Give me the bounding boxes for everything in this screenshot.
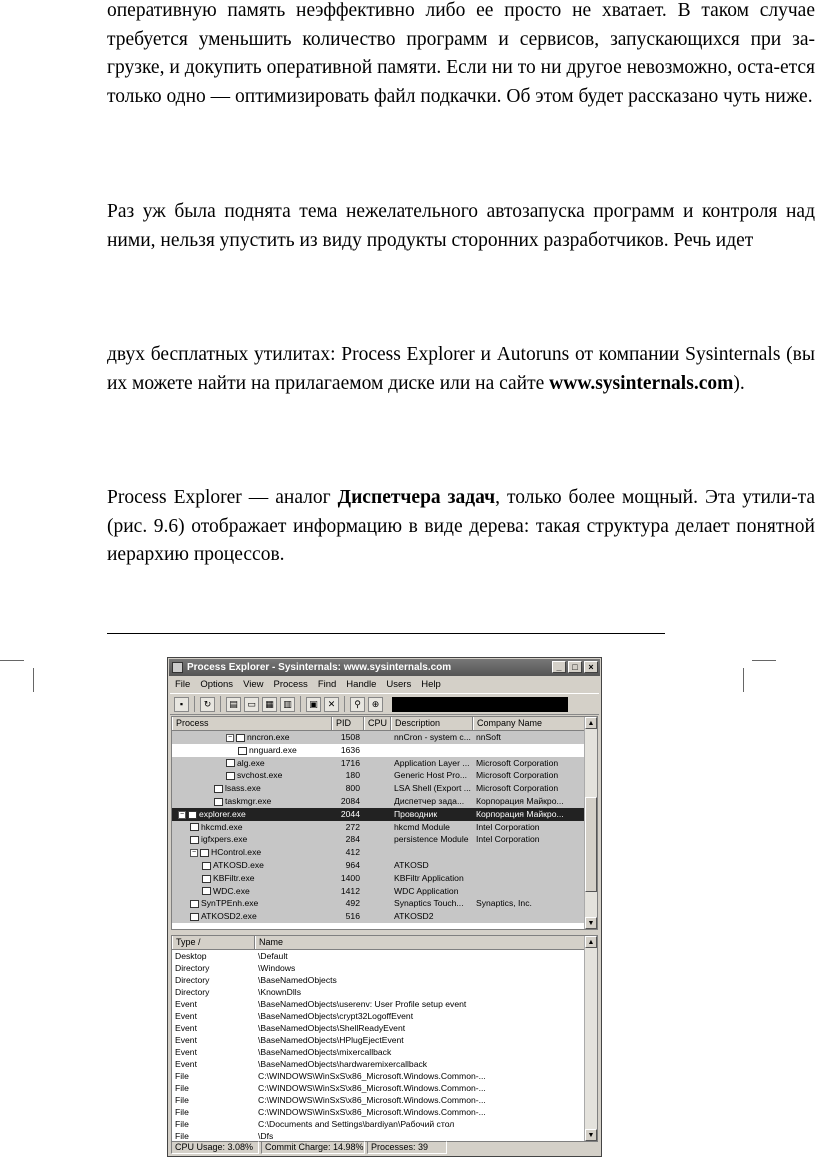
process-icon <box>190 823 199 831</box>
handle-scrollbar[interactable] <box>584 936 597 1141</box>
process-name-cell <box>172 757 332 770</box>
process-name-cell <box>172 833 332 846</box>
process-name-cell <box>172 808 332 821</box>
close-button[interactable]: × <box>584 661 598 673</box>
handle-row[interactable] <box>172 974 597 986</box>
process-icon <box>188 811 197 819</box>
handle-name: \Dfs <box>258 1131 274 1141</box>
handle-type: Desktop <box>175 951 207 961</box>
process-pid: 272 <box>345 821 360 832</box>
paragraph-3 <box>107 341 815 398</box>
column-header-type[interactable]: Type / <box>172 936 255 949</box>
process-icon <box>238 747 247 755</box>
process-description <box>391 744 473 757</box>
kill-process-icon[interactable]: ✕ <box>324 697 339 712</box>
process-pid: 1508 <box>340 732 360 742</box>
handle-type: File <box>175 1083 189 1093</box>
process-row[interactable] <box>172 782 597 795</box>
process-description <box>391 846 473 859</box>
handle-row[interactable] <box>172 1058 597 1070</box>
process-cpu <box>364 910 391 923</box>
process-name: alg.exe <box>237 757 265 768</box>
toolbar-separator <box>194 696 195 712</box>
process-description: KBFiltr Application <box>394 872 464 883</box>
process-name: nnguard.exe <box>249 744 297 755</box>
handle-name: C:\WINDOWS\WinSxS\x86_Microsoft.Windows.Common-... <box>258 1107 486 1117</box>
process-name: hkcmd.exe <box>201 821 243 832</box>
process-company <box>473 859 590 872</box>
status-bar <box>171 1141 598 1154</box>
handle-name: \BaseNamedObjects\hardwaremixercallback <box>258 1059 428 1069</box>
handle-type: File <box>175 1071 189 1081</box>
process-cpu <box>364 859 391 872</box>
paragraph-4 <box>107 484 815 570</box>
process-name-cell <box>172 769 332 782</box>
process-pid: 1716 <box>340 757 360 768</box>
process-icon <box>226 759 235 767</box>
process-description: WDC Application <box>394 885 459 896</box>
column-header-cpu[interactable]: CPU <box>364 717 391 730</box>
process-company: Microsoft Corporation <box>476 770 559 781</box>
menu-handle[interactable]: Handle <box>346 679 377 690</box>
process-cpu <box>364 757 391 770</box>
properties-icon[interactable]: ▣ <box>306 697 321 712</box>
paragraph-4-end: , только более мощный. Эта утили-та (рис. 9.6) отображает информацию в виде дерева: такая структура делает понятной иерархию процессов. <box>107 487 815 565</box>
handle-name: \BaseNamedObjects\crypt32LogoffEvent <box>258 1011 414 1021</box>
process-cpu <box>364 782 391 795</box>
process-name: igfxpers.exe <box>201 834 248 845</box>
scroll-up-arrow[interactable]: ▲ <box>585 717 597 729</box>
menu-process[interactable]: Process <box>273 679 308 690</box>
handle-name: \BaseNamedObjects\userenv: User Profile setup event <box>258 999 467 1009</box>
process-name: WDC.exe <box>213 885 250 896</box>
process-icon <box>190 913 199 921</box>
process-name-cell <box>172 897 332 910</box>
handle-type: Event <box>175 1035 197 1045</box>
handle-row[interactable] <box>172 1082 597 1094</box>
system-info-icon[interactable]: ▤ <box>226 697 241 712</box>
handle-name: \BaseNamedObjects\ShellReadyEvent <box>258 1023 406 1033</box>
process-row[interactable] <box>172 744 597 757</box>
process-company: Microsoft Corporation <box>476 757 559 768</box>
process-explorer-window <box>167 657 602 1157</box>
column-header-company-name[interactable]: Company Name <box>473 717 590 730</box>
paragraph-4-text: Process Explorer — аналог <box>107 487 338 508</box>
process-description: persistence Module <box>394 834 469 845</box>
process-row[interactable] <box>172 846 597 859</box>
process-name: nncron.exe <box>247 732 290 742</box>
column-header-name[interactable]: Name <box>255 936 585 949</box>
process-company: Корпорация Майкро... <box>476 795 564 806</box>
process-name-cell <box>172 872 332 885</box>
process-name: ATKOSD2.exe <box>201 911 257 922</box>
process-row[interactable] <box>172 808 597 821</box>
column-header-process[interactable]: Process <box>172 717 332 730</box>
scroll-down-arrow[interactable]: ▼ <box>585 1129 597 1141</box>
handle-type: Directory <box>175 987 210 997</box>
process-company <box>473 885 590 898</box>
process-pid: 516 <box>345 911 360 922</box>
handle-row[interactable] <box>172 998 597 1010</box>
process-description: Application Layer ... <box>394 757 470 768</box>
menu-options[interactable]: Options <box>200 679 234 690</box>
handle-type: Directory <box>175 975 210 985</box>
handle-type: Directory <box>175 963 210 973</box>
column-header-pid[interactable]: PID <box>332 717 364 730</box>
process-name: lsass.exe <box>225 783 261 794</box>
collapse-tree-icon[interactable]: − <box>179 810 185 818</box>
handle-name: C:\WINDOWS\WinSxS\x86_Microsoft.Windows.Common-... <box>258 1095 486 1105</box>
process-cpu <box>364 833 391 846</box>
process-name: ATKOSD.exe <box>213 859 264 870</box>
menu-bar <box>170 677 599 692</box>
column-header-description[interactable]: Description <box>391 717 473 730</box>
process-cpu <box>364 769 391 782</box>
process-name: taskmgr.exe <box>225 795 272 806</box>
process-cpu <box>364 821 391 834</box>
scroll-down-arrow[interactable]: ▼ <box>585 917 597 929</box>
handle-name: \BaseNamedObjects\mixercallback <box>258 1047 392 1057</box>
process-pid: 1400 <box>340 872 360 883</box>
handle-row[interactable] <box>172 986 597 998</box>
process-name-cell <box>172 885 332 898</box>
process-row[interactable] <box>172 795 597 808</box>
handle-type: File <box>175 1131 189 1141</box>
process-icon <box>214 798 223 806</box>
save-icon[interactable]: ▪ <box>174 697 189 712</box>
handle-type: Event <box>175 1059 197 1069</box>
handle-name: \KnownDlls <box>258 987 301 997</box>
handle-name: \BaseNamedObjects\HPlugEjectEvent <box>258 1035 404 1045</box>
handle-row[interactable] <box>172 1070 597 1082</box>
process-cpu <box>364 795 391 808</box>
process-cpu <box>364 808 391 821</box>
process-icon <box>190 836 199 844</box>
process-cpu <box>364 846 391 859</box>
process-icon <box>202 887 211 895</box>
handle-name: \Windows <box>258 963 296 973</box>
process-description: ATKOSD <box>394 859 429 870</box>
handle-name: \Default <box>258 951 288 961</box>
process-pid: 2044 <box>340 808 360 819</box>
handle-type: Event <box>175 1023 197 1033</box>
handle-list-header <box>172 936 597 950</box>
process-description: Generic Host Pro... <box>394 770 468 781</box>
process-icon <box>202 862 211 870</box>
process-company <box>473 846 590 859</box>
process-pid: 284 <box>345 834 360 845</box>
handle-type: File <box>175 1107 189 1117</box>
paragraph-2: Раз уж была поднята тема нежелательного автозапуска программ и контроля над ними, нельзя упустить из виду продукты сторонних разработчиков. Речь идет <box>107 201 815 251</box>
process-icon <box>200 849 209 857</box>
menu-view[interactable]: View <box>243 679 264 690</box>
crop-mark <box>743 668 744 692</box>
process-pid: 1412 <box>340 885 360 896</box>
process-name-cell <box>172 731 332 744</box>
process-pid: 2084 <box>340 795 360 806</box>
process-description: Synaptics Touch... <box>394 898 464 909</box>
process-name: SynTPEnh.exe <box>201 898 259 909</box>
find-icon[interactable]: ⚲ <box>350 697 365 712</box>
process-row[interactable] <box>172 897 597 910</box>
handle-type: File <box>175 1095 189 1105</box>
process-count-status: Processes: 39 <box>367 1141 447 1154</box>
handle-row[interactable] <box>172 1106 597 1118</box>
process-row[interactable] <box>172 833 597 846</box>
menu-file[interactable]: File <box>175 679 191 690</box>
sysinternals-link: www.sysinternals.com <box>549 372 734 394</box>
window-title: Process Explorer - Sysinternals: www.sysinternals.com <box>187 662 452 673</box>
process-icon <box>236 734 245 742</box>
toolbar-separator <box>300 696 301 712</box>
process-row[interactable] <box>172 910 597 923</box>
process-pid: 964 <box>345 859 360 870</box>
maximize-button[interactable]: □ <box>568 661 582 673</box>
process-scrollbar[interactable] <box>584 717 597 929</box>
commit-charge-status: Commit Charge: 14.98% <box>261 1141 365 1154</box>
process-row[interactable] <box>172 757 597 770</box>
process-pid: 492 <box>345 898 360 909</box>
handle-list <box>171 935 598 1142</box>
handle-row[interactable] <box>172 1022 597 1034</box>
process-list-header <box>172 717 597 731</box>
dll-view-icon[interactable]: ▥ <box>280 697 295 712</box>
collapse-tree-icon[interactable]: − <box>191 848 197 856</box>
window-icon[interactable]: ▭ <box>244 697 259 712</box>
process-icon <box>202 875 211 883</box>
handle-type: Event <box>175 999 197 1009</box>
process-row[interactable] <box>172 872 597 885</box>
process-row[interactable] <box>172 885 597 898</box>
handle-type: Event <box>175 1047 197 1057</box>
process-icon <box>214 785 223 793</box>
app-icon <box>172 662 183 673</box>
process-company: Intel Corporation <box>476 834 540 845</box>
process-name: KBFiltr.exe <box>213 872 255 883</box>
scroll-up-arrow[interactable]: ▲ <box>585 936 597 948</box>
menu-users[interactable]: Users <box>386 679 412 690</box>
handle-row[interactable] <box>172 1094 597 1106</box>
process-company <box>473 744 590 757</box>
handle-type: Event <box>175 1011 197 1021</box>
process-name: HControl.exe <box>211 847 262 858</box>
process-company: Synaptics, Inc. <box>476 898 532 909</box>
task-manager-term: Диспетчера задач <box>337 487 496 508</box>
handle-row[interactable] <box>172 1046 597 1058</box>
process-icon <box>226 772 235 780</box>
process-cpu <box>364 897 391 910</box>
process-row[interactable] <box>172 821 597 834</box>
handle-name: C:\WINDOWS\WinSxS\x86_Microsoft.Windows.Common-... <box>258 1083 486 1093</box>
process-pid: 800 <box>345 783 360 794</box>
menu-find[interactable]: Find <box>317 679 337 690</box>
cpu-graph <box>392 697 568 712</box>
handle-name: C:\Documents and Settings\bardiyan\Рабочий стол <box>258 1119 455 1129</box>
process-cpu <box>364 872 391 885</box>
title-bar <box>169 659 600 676</box>
paragraph-1: оперативную память неэффективно либо ее просто не хватает. В таком случае требуется уменьшить количество программ и сервисов, запускающихся при за-грузке, и докупить оперативной памяти. Если ни то ни другое невозможно, оста-ется только одно — оптимизировать файл подкачки. Об этом будет рассказано чуть ниже. <box>107 0 815 107</box>
process-name-cell <box>172 910 332 923</box>
handle-name: C:\WINDOWS\WinSxS\x86_Microsoft.Windows.Common-... <box>258 1071 486 1081</box>
crop-mark <box>0 660 24 661</box>
handle-name: \BaseNamedObjects <box>258 975 337 985</box>
process-description: LSA Shell (Export ... <box>394 783 471 794</box>
process-row[interactable] <box>172 731 597 744</box>
process-company <box>473 910 590 923</box>
footnote-rule <box>107 633 665 634</box>
tree-view-icon[interactable]: ▦ <box>262 697 277 712</box>
process-list <box>171 716 598 930</box>
process-name: svchost.exe <box>237 770 283 781</box>
scroll-thumb[interactable] <box>585 797 597 892</box>
minimize-button[interactable]: _ <box>552 661 566 673</box>
handle-row[interactable] <box>172 1010 597 1022</box>
process-cpu <box>364 731 391 744</box>
menu-help[interactable]: Help <box>421 679 441 690</box>
process-icon <box>190 900 199 908</box>
process-pid: 180 <box>345 770 360 781</box>
process-company: Intel Corporation <box>476 821 540 832</box>
process-company: Корпорация Майкро... <box>476 808 564 819</box>
process-pid: 412 <box>345 847 360 858</box>
process-name-cell <box>172 782 332 795</box>
paragraph-3-end: ). <box>733 372 745 394</box>
process-name-cell <box>172 821 332 834</box>
collapse-tree-icon[interactable]: − <box>227 733 233 741</box>
handle-type: File <box>175 1119 189 1129</box>
process-name-cell <box>172 859 332 872</box>
process-name-cell <box>172 846 332 859</box>
process-name-cell <box>172 744 332 757</box>
target-icon[interactable]: ⊕ <box>368 697 383 712</box>
handle-row[interactable] <box>172 950 597 962</box>
process-name-cell <box>172 795 332 808</box>
toolbar <box>170 693 599 715</box>
process-description: Диспетчер зада... <box>394 795 465 806</box>
crop-mark <box>33 668 34 692</box>
toolbar-separator <box>344 696 345 712</box>
process-name: explorer.exe <box>199 808 246 819</box>
process-cpu <box>364 885 391 898</box>
handle-row[interactable] <box>172 1118 597 1130</box>
refresh-icon[interactable]: ↻ <box>200 697 215 712</box>
process-row[interactable] <box>172 769 597 782</box>
process-pid: 1636 <box>340 744 360 755</box>
toolbar-separator <box>220 696 221 712</box>
process-row[interactable] <box>172 859 597 872</box>
process-description: nnCron - system c... <box>394 732 471 742</box>
process-company: nnSoft <box>476 732 501 742</box>
crop-mark <box>752 660 776 661</box>
process-description: Проводник <box>394 808 438 819</box>
process-description: hkcmd Module <box>394 821 450 832</box>
cpu-usage-status: CPU Usage: 3.08% <box>171 1141 259 1154</box>
process-company: Microsoft Corporation <box>476 783 559 794</box>
process-company <box>473 872 590 885</box>
handle-row[interactable] <box>172 1034 597 1046</box>
process-cpu <box>364 744 391 757</box>
process-description: ATKOSD2 <box>394 911 434 922</box>
handle-row[interactable] <box>172 962 597 974</box>
paragraph-3-text: двух бесплатных утилитах: Process Explorer и Autoruns от компании Sysinternals (вы их можете найти на прилагаемом диске или на сайте <box>107 344 815 394</box>
